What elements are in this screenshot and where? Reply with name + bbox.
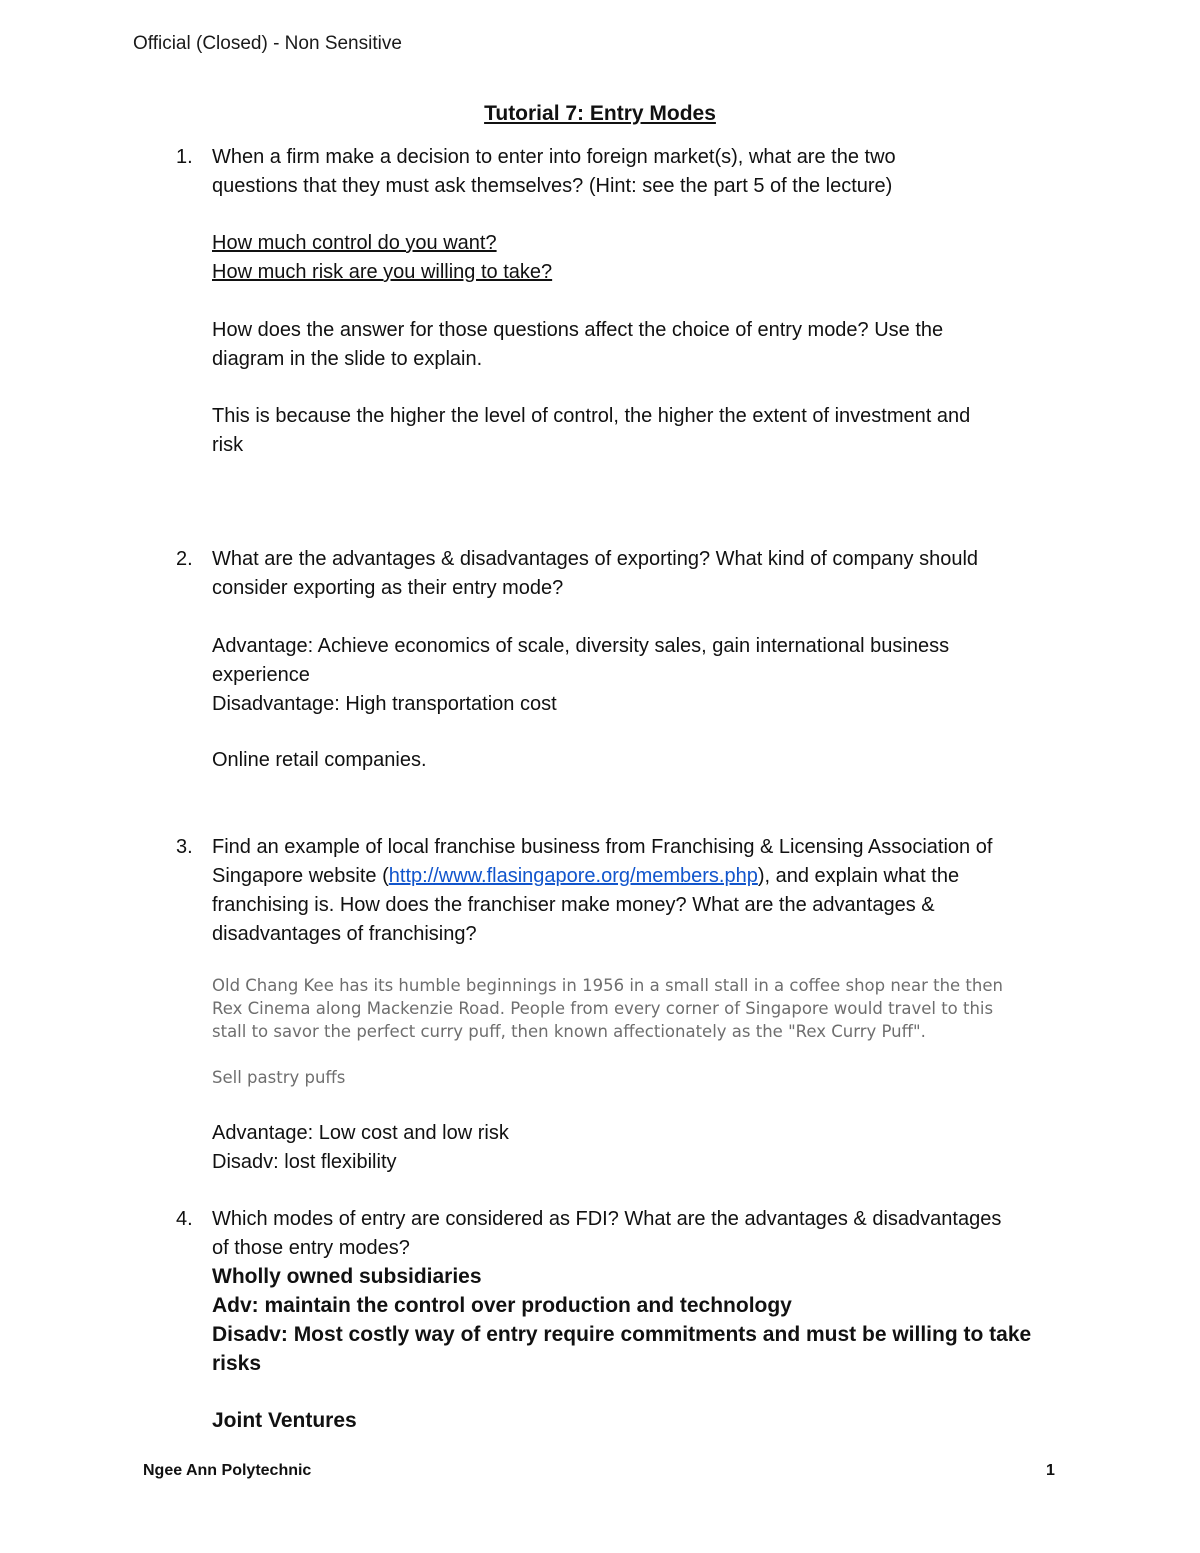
question-text-line: consider exporting as their entry mode? [212,577,564,599]
answer-underlined-line: How much control do you want? [212,232,497,254]
bold-answer-line: Joint Ventures [212,1409,357,1432]
question-2 [176,545,1062,603]
question-number: 2. [176,548,193,570]
question-text-line-with-link [212,862,1062,891]
question-4 [176,1205,1062,1263]
answer-line: Advantage: Achieve economics of scale, diversity sales, gain international business [212,635,950,657]
question-4-answer [212,1262,1062,1378]
footer-institution: Ngee Ann Polytechnic [143,1462,312,1479]
question-text-fragment: ), and explain what the [757,865,960,887]
question-3-gray-answer-2 [212,1066,1062,1089]
footer-page-number: 1 [1046,1462,1055,1479]
question-2-answer-2 [212,746,1062,775]
question-text-line: Find an example of local franchise business from Franchising & Licensing Association of [212,836,993,858]
question-text-line: franchising is. How does the franchiser make money? What are the advantages & [212,894,935,916]
followup-text-line: diagram in the slide to explain. [212,348,483,370]
question-text-line: Which modes of entry are considered as FDI? What are the advantages & disadvantages [212,1208,1002,1230]
question-number: 4. [176,1208,193,1230]
question-text-fragment: Singapore website ( [212,865,389,887]
answer-line: Disadvantage: High transportation cost [212,693,557,715]
answer-line: Online retail companies. [212,749,427,771]
question-text-line: When a firm make a decision to enter into foreign market(s), what are the two [212,146,896,168]
gray-answer-line: Sell pastry puffs [212,1068,346,1087]
question-3-gray-answer [212,974,1062,1043]
followup-text-line: How does the answer for those questions affect the choice of entry mode? Use the [212,319,944,341]
question-number: 1. [176,146,193,168]
question-text-line: questions that they must ask themselves? (Hint: see the part 5 of the lecture) [212,175,893,197]
question-2-answer [212,632,1062,719]
question-text-line: of those entry modes? [212,1237,410,1259]
question-1-answer [212,229,1062,287]
question-text-line: disadvantages of franchising? [212,923,477,945]
question-3 [176,833,1062,949]
document-title: Tutorial 7: Entry Modes [484,102,716,125]
gray-answer-line: Rex Cinema along Mackenzie Road. People from every corner of Singapore would travel to this [212,999,994,1018]
flasingapore-members-link[interactable]: http://www.flasingapore.org/members.php [388,865,758,887]
question-1-followup [212,316,1062,374]
question-3-answer [212,1119,1062,1177]
bold-answer-line: risks [212,1352,262,1375]
gray-answer-line: Old Chang Kee has its humble beginnings in 1956 in a small stall in a coffee shop near the then [212,976,1003,995]
question-number: 3. [176,836,193,858]
gray-answer-line: stall to savor the perfect curry puff, then known affectionately as the "Rex Curry Puff". [212,1022,926,1041]
answer-line: Advantage: Low cost and low risk [212,1122,509,1144]
bold-answer-line: Adv: maintain the control over production and technology [212,1294,792,1317]
page-header-classification: Official (Closed) - Non Sensitive [133,33,402,54]
question-1 [176,143,1062,201]
question-4-answer-2 [212,1406,1062,1435]
question-1-followup-answer [212,402,1062,460]
bold-answer-line: Disadv: Most costly way of entry require commitments and must be willing to take [212,1323,1032,1346]
answer-line: Disadv: lost flexibility [212,1151,397,1173]
answer-line: experience [212,664,310,686]
bold-answer-line: Wholly owned subsidiaries [212,1265,482,1288]
answer-underlined-line: How much risk are you willing to take? [212,261,553,283]
followup-answer-line: risk [212,434,244,456]
followup-answer-line: This is because the higher the level of control, the higher the extent of investment and [212,405,971,427]
question-text-line: What are the advantages & disadvantages of exporting? What kind of company should [212,548,979,570]
